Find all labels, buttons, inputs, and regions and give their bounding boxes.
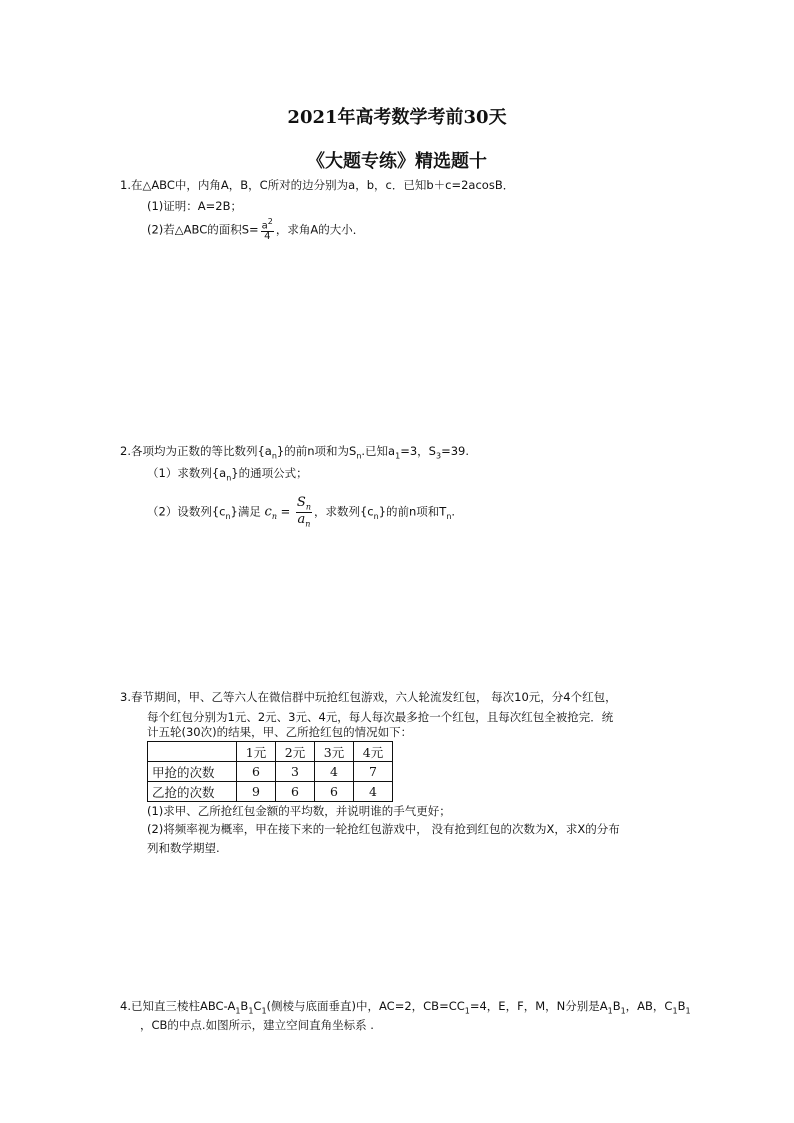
q2-stem-text: =3，S — [400, 444, 436, 458]
q4-text: B — [677, 999, 686, 1013]
q4-text: (侧棱与底面垂直)中，AC=2，CB=CC — [266, 999, 465, 1013]
q4-sub: 1 — [248, 1006, 254, 1016]
q4-text: =4，E，F，M，N分别是A — [469, 999, 608, 1013]
q4-sub: 1 — [261, 1006, 267, 1016]
q4-sub: 1 — [464, 1006, 470, 1016]
q2-sub: n — [226, 473, 232, 483]
table-row — [148, 782, 393, 802]
table-cell: 9 — [237, 782, 276, 802]
q2-part2-text: （2）设数列{c — [147, 504, 226, 519]
q2-sub: n — [446, 511, 452, 521]
q4-sub: 1 — [620, 1006, 626, 1016]
q3-part1: (1)求甲、乙所抢红包金额的平均数，并说明谁的手气更好； — [147, 804, 451, 818]
q4-line2: ，CB的中点.如图所示，建立空间直角坐标系 . — [140, 1018, 374, 1032]
q4-text: C — [253, 999, 262, 1013]
q4-sub: 1 — [607, 1006, 613, 1016]
table-header: 2元 — [276, 742, 315, 762]
q2-part2 — [147, 496, 455, 528]
q2-stem-text: =39. — [441, 444, 469, 458]
q1-frac-num: a — [261, 220, 268, 232]
q4-sub: 1 — [672, 1006, 678, 1016]
table-cell: 4 — [354, 782, 393, 802]
q3-line3: 计五轮(30次)的结果，甲、乙所抢红包的情况如下： — [147, 725, 413, 739]
q2-part1-text: }的通项公式； — [231, 466, 308, 480]
q2-stem-text: 2.各项均为正数的等比数列{a — [120, 444, 272, 458]
q2-part2-text: ，求数列{c — [313, 504, 374, 519]
q4-text: ，AB，C — [625, 999, 673, 1013]
q2-stem-text: }的前n项和为S — [276, 444, 357, 458]
q2-part2-text: }满足 — [230, 504, 261, 519]
q2-sub: n — [271, 511, 277, 521]
q2-sub: n — [373, 511, 379, 521]
q2-frac-sub: n — [305, 519, 311, 529]
q2-sub: 1 — [395, 451, 401, 461]
q1-stem: 1.在△ABC中，内角A，B，C所对的边分别为a，b，c．已知b＋c=2acosB． — [120, 178, 515, 192]
q2-part2-text: }的前n项和T — [378, 504, 447, 519]
q2-fraction — [296, 496, 312, 528]
document-subtitle: 《大题专练》精选题十 — [307, 151, 487, 172]
q2-sub: n — [356, 451, 362, 461]
table-row — [148, 762, 393, 782]
q1-part1: (1)证明：A=2B； — [147, 199, 242, 213]
q1-fraction — [261, 218, 274, 242]
q1-part2-tail: ，求角A的大小． — [275, 222, 365, 237]
q2-part1 — [147, 465, 308, 486]
q4-text: B — [612, 999, 621, 1013]
red-packet-table — [147, 741, 393, 802]
table-header: 1元 — [237, 742, 276, 762]
table-header: 3元 — [315, 742, 354, 762]
q2-stem-text: .已知a — [361, 444, 396, 458]
q3-line2: 每个红包分别为1元、2元、3元、4元，每人每次最多抢一个红包，且每次红包全被抢完．统 — [147, 710, 614, 724]
q2-cn: c — [264, 504, 272, 520]
q3-line1: 3.春节期间，甲、乙等六人在微信群中玩抢红包游戏，六人轮流发红包， 每次10元，分4个红包， — [120, 690, 617, 704]
q2-sub: n — [271, 451, 277, 461]
table-row-label: 乙抢的次数 — [148, 782, 237, 802]
table-cell: 4 — [315, 762, 354, 782]
q2-part2-text: . — [451, 504, 456, 519]
q2-part1-text: （1）求数列{a — [147, 466, 227, 480]
q2-frac-sub: n — [305, 502, 311, 512]
q2-frac-den: a — [297, 511, 306, 527]
q4-sub: 1 — [685, 1006, 691, 1016]
q2-equals: = — [280, 504, 291, 519]
q3-part2-line2: 列和数学期望. — [147, 841, 220, 855]
table-corner — [148, 742, 237, 762]
table-header-row — [148, 742, 393, 762]
q3-part2-line1: (2)将频率视为概率，甲在接下来的一轮抢红包游戏中， 没有抢到红包的次数为X，求X的分布 — [147, 822, 620, 836]
q4-text: B — [240, 999, 249, 1013]
table-cell: 6 — [315, 782, 354, 802]
q1-frac-den: 4 — [264, 231, 271, 243]
q2-sub: 3 — [435, 451, 442, 461]
table-cell: 6 — [237, 762, 276, 782]
table-row-label: 甲抢的次数 — [148, 762, 237, 782]
q4-sub: 1 — [235, 1006, 241, 1016]
q2-frac-num: S — [296, 495, 306, 510]
table-cell: 6 — [276, 782, 315, 802]
table-cell: 3 — [276, 762, 315, 782]
q1-frac-sup: 2 — [267, 217, 273, 226]
q4-text: 4.已知直三棱柱ABC-A — [120, 999, 236, 1013]
q2-sub: n — [225, 511, 231, 521]
table-header: 4元 — [354, 742, 393, 762]
document-title: 2021年高考数学考前30天 — [287, 107, 507, 128]
q2-stem — [120, 443, 469, 464]
q1-part2-text: (2)若△ABC的面积S= — [147, 222, 259, 237]
table-cell: 7 — [354, 762, 393, 782]
q1-part2 — [147, 218, 364, 242]
